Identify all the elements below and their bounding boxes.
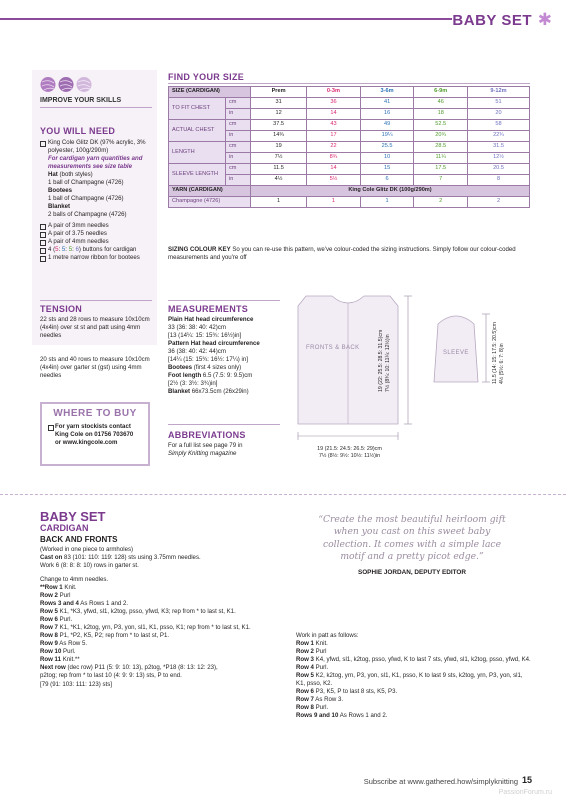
- divider: [168, 424, 280, 425]
- sleeve-label: SLEEVE: [443, 350, 469, 356]
- where-to-buy-box: [40, 402, 150, 466]
- fronts-back-label: FRONTS & BACK: [306, 345, 360, 351]
- you-need-list: King Cole Glitz DK (97% acrylic, 3% polyester, 100g/290m) For cardigan yarn quantities and measurements see size table Hat (both styles) 1 ball of Champagne (4726) Bootees 1 ball of Champagne (4726) Blanket 2 balls of Champagne (4726) A pair of 3mm needles A pair of 3.75 needles A pair of 4mm needles 4 (5: 5: 5: 6) buttons for cardigan 1 metre narrow ribbon for bootees: [40, 139, 154, 262]
- list-item: 1 metre narrow ribbon for bootees: [40, 254, 154, 262]
- list-item: King Cole Glitz DK (97% acrylic, 3% polyester, 100g/290m): [40, 139, 154, 155]
- divider: [168, 83, 530, 84]
- sizing-colour-key: SIZING COLOUR KEY So you can re-use this pattern, we've colour-coded the sizing instructions. Simply follow our colour-coded measurements and you're off: [168, 246, 516, 262]
- measurements-list: Plain Hat head circumference 33 (36: 38: 40: 42)cm [13 (14¼: 15: 15¾: 16½)in] Pattern Hat head circumference 36 (38: 40: 42: 44)cm [14¼ (15: 15¾: 16½: 17¼) in] Bootees (first 4 sizes only) Foot length 6.5 (7.5: 9: 9.5)cm [2½ (3: 3½: 3¾)in] Blanket 66x73.5cm (26x29in): [168, 316, 260, 396]
- section-heading: BACK AND FRONTS: [40, 535, 118, 544]
- size-table: SIZE (CARDIGAN) Prem 0-3m 3-6m 6-9m 9-12m TO FIT CHEST cm 31 36 41 46 51 in 12 14 16 18 20 ACTUAL CHEST cm 37.5 43 49 52.5 58 in 14¾ 17 19¼ 20¾ 22¾ LENGTH cm 19 22 25.5 28.5 31.5 in 7½ 8¾ 10 11¼ 12½ SLEEVE LENGTH cm 11.5 14 15 17.5 20.5 in 4½ 5½ 6 7 8 YARN (CARDIGAN) King Cole Glitz DK (100g/290m) Champagne (4726) 1 1 1 2 2: [168, 86, 530, 208]
- tension-p2: 20 sts and 40 rows to measure 10x10cm (4x4in) over garter st (gst) using 4mm needles: [40, 356, 150, 380]
- where-to-buy-text: For yarn stockists contact King Cole on 01756 703670 or www.kingcole.com: [48, 423, 133, 447]
- abbreviations-title: ABBREVIATIONS: [168, 430, 246, 440]
- pattern-subtitle: CARDIGAN: [40, 523, 89, 533]
- header-rule: [0, 18, 452, 20]
- yarn-note: For cardigan yarn quantities and measurements see size table: [48, 155, 143, 171]
- pattern-body: (Worked in one piece to armholes) Cast on 83 (101: 110: 119: 128) sts using 3.75mm needles. Work 6 (8: 8: 8: 10) rows in garter st. Change to 4mm needles. **Row 1 Knit. Row 2 Purl Rows 3 and 4 As Rows 1 and 2. Row 5 K1, *K3, yfwd, sl1, k2tog, psso, yfwd, K3; rep from * to last st, K1. Row 6 Purl. Row 7 K1, *K1, k2tog, yrn, P3, yon, sl1, K1, psso, K1; rep from * to last st, K1. Row 8 P1, *P2, K5, P2; rep from * to last st, P1. Row 9 As Row 5. Row 10 Purl. Row 11 Knit.** Next row (dec row) P11 (5: 9: 10: 13), p2tog, *P18 (8: 13: 12: 23), p2tog; rep from * to last 10 (4: 9: 9: 13) sts, P to end. [79 (91: 103: 111: 123) sts]: [40, 546, 251, 688]
- width-measure: 19 (21.5: 24.5: 26.5: 29)cm 7½ (8½: 9½: 10½: 11½)in: [317, 446, 382, 460]
- pattern-body-right: Work in patt as follows: Row 1 Knit. Row 2 Purl Row 3 K4, yfwd, sl1, k2tog, psso, yfwd, K to last 7 sts, yfwd, sl1, k2tog, psso, yfwd, K4. Row 4 Purl. Row 5 K2, k2tog, yrn, P3, yon, sl1, K1, psso, K to last 9 sts, k2tog, yrn, P3, yon, sl1, K1, psso, K2. Row 6 P3, K5, P to last 8 sts, K5, P3. Row 7 As Row 3. Row 8 Purl. Rows 9 and 10 As Rows 1 and 2.: [296, 632, 531, 720]
- you-need-title: YOU WILL NEED: [40, 126, 116, 136]
- list-item: A pair of 4mm needles: [40, 238, 154, 246]
- editor-quote: “Create the most beautiful heirloom gift when you cast on this sweet baby collection. It comes with a simple lace motif and a pretty picot edge.”: [318, 514, 506, 563]
- sleeve-measure: 11.5 (14: 15: 17.5: 20.5)cm 4½ (5½: 6: 7: 8)in: [492, 322, 505, 384]
- list-item: A pair of 3.75 needles: [40, 230, 154, 238]
- size-title: FIND YOUR SIZE: [168, 72, 245, 82]
- abbreviations-text: For a full list see page 79 in Simply Knitting magazine: [168, 442, 243, 458]
- divider: [40, 107, 152, 108]
- list-item: 4 (5: 5: 5: 6) buttons for cardigan: [40, 246, 154, 254]
- list-item: A pair of 3mm needles: [40, 222, 154, 230]
- quote-attribution: SOPHIE JORDAN, DEPUTY EDITOR: [357, 569, 467, 576]
- measurements-title: MEASUREMENTS: [168, 304, 249, 314]
- tension-title: TENSION: [40, 304, 83, 314]
- section-title: BABY SET: [452, 12, 532, 29]
- improve-label: IMPROVE YOUR SKILLS: [40, 97, 122, 104]
- divider: [168, 300, 280, 301]
- pattern-title: BABY SET: [40, 509, 106, 524]
- subscribe-link[interactable]: Subscribe at www.gathered.how/simplyknitting: [363, 777, 518, 786]
- divider: [40, 300, 152, 301]
- section-separator: [0, 494, 566, 495]
- tension-p1: 22 sts and 28 rows to measure 10x10cm (4x4in) over st st and patt using 4mm needles: [40, 316, 150, 340]
- watermark: PassionForum.ru: [498, 789, 552, 796]
- length-measure: 19 (22: 25.5: 28.5: 31.5)cm 7½ (8¾: 10: 11¼: 12½)in: [378, 329, 391, 392]
- yarn-balls-icon: [40, 76, 100, 96]
- page-number: 15: [521, 775, 532, 785]
- star-icon: ✱: [537, 10, 552, 29]
- where-to-buy-title: WHERE TO BUY: [53, 408, 137, 419]
